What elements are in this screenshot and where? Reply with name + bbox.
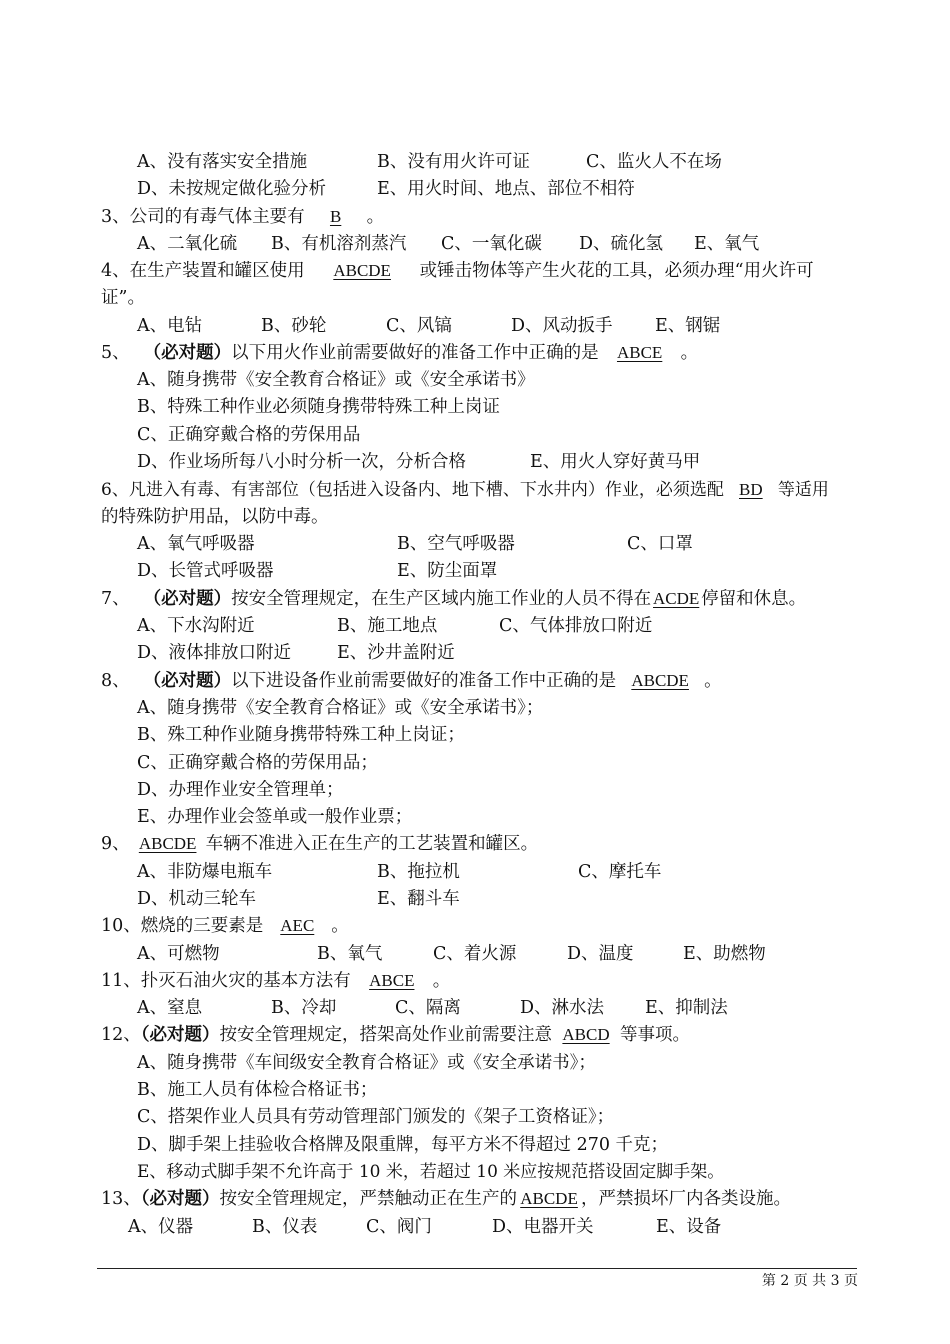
q3-option-a: A、二氧化硫 [137, 234, 238, 254]
footer-divider [97, 1268, 857, 1269]
q7-must-correct-tag: （必对题） [143, 589, 232, 609]
q5-option-c: C、正确穿戴合格的劳保用品 [137, 425, 361, 445]
q2-option-e: E、用火时间、地点、部位不相符 [377, 179, 635, 199]
q9-option-a: A、非防爆电瓶车 [137, 862, 273, 882]
q5-stem-pre: 以下用火作业前需要做好的准备工作中正确的是 [231, 343, 599, 363]
q4-options [137, 314, 857, 338]
q11-stem-post: 。 [432, 971, 451, 991]
q10-option-a: A、可燃物 [137, 944, 220, 964]
q11-options [137, 996, 857, 1020]
q3-option-c: C、一氧化碳 [441, 234, 542, 254]
q7-option-d: D、液体排放口附近 [137, 643, 292, 663]
q9-stem-post: 车辆不准进入正在生产的工艺装置和罐区。 [205, 834, 539, 854]
q8-answer: ABCDE [631, 671, 689, 690]
q8-option-d: D、办理作业安全管理单； [137, 780, 344, 800]
q9-option-e: E、翻斗车 [377, 889, 460, 909]
q11-option-a: A、窒息 [137, 998, 203, 1018]
q7-stem-pre: 按安全管理规定，在生产区域内施工作业的人员不得在 [231, 589, 652, 609]
q7-stem-post: 停留和休息。 [701, 589, 807, 609]
q7-answer: ACDE [653, 589, 700, 608]
q7-number: 7、 [101, 589, 130, 609]
q12-option-d: D、脚手架上挂验收合格牌及限重牌，每平方米不得超过 270 千克； [137, 1135, 669, 1155]
q4-stem [101, 259, 814, 283]
q9-option-d: D、机动三轮车 [137, 889, 257, 909]
q4-stem-post: 或锤击物体等产生火花的工具，必须办理“用火许可 [419, 261, 814, 281]
q10-option-c: C、着火源 [433, 944, 517, 964]
q7-stem [101, 587, 806, 611]
q12-option-c: C、搭架作业人员具有劳动管理部门颁发的《架子工资格证》； [137, 1107, 615, 1127]
q6-options-row-1 [137, 532, 857, 556]
q13-option-e: E、设备 [656, 1217, 722, 1237]
q2-options-row-2 [137, 177, 857, 201]
q5-stem-post: 。 [680, 343, 699, 363]
q7-option-c: C、气体排放口附近 [499, 616, 653, 636]
q4-option-b: B、砂轮 [261, 316, 327, 336]
q10-stem-post: 。 [331, 916, 349, 936]
q4-option-e: E、钢锯 [655, 316, 721, 336]
q12-option-e: E、移动式脚手架不允许高于 10 米，若超过 10 米应按规范搭设固定脚手架。 [137, 1162, 725, 1182]
q5-must-correct-tag: （必对题） [143, 343, 232, 363]
q3-options [137, 232, 857, 256]
q12-stem [101, 1023, 690, 1047]
q3-answer: B [329, 207, 342, 226]
q11-answer: ABCE [369, 971, 415, 990]
q8-option-b: B、殊工种作业随身携带特殊工种上岗证； [137, 725, 465, 745]
q13-option-a: A、仪器 [128, 1217, 194, 1237]
q3-stem [101, 205, 384, 229]
q13-option-c: C、阀门 [366, 1217, 432, 1237]
q2-option-c: C、监火人不在场 [586, 152, 722, 172]
q13-option-d: D、电器开关 [492, 1217, 594, 1237]
q6-option-a: A、氧气呼吸器 [137, 534, 255, 554]
q10-stem [101, 914, 349, 938]
q9-option-b: B、拖拉机 [377, 862, 460, 882]
q9-options-row-1 [137, 860, 857, 884]
q11-option-c: C、隔离 [395, 998, 461, 1018]
q9-option-c: C、摩托车 [578, 862, 662, 882]
q8-number: 8、 [101, 671, 130, 691]
q11-option-e: E、抑制法 [645, 998, 728, 1018]
q13-stem [101, 1187, 791, 1211]
q7-options-row-2 [137, 641, 857, 665]
q5-option-d: D、作业场所每八小时分析一次，分析合格 [137, 452, 467, 472]
q12-number: 12、 [101, 1025, 141, 1045]
q3-option-e: E、氧气 [694, 234, 760, 254]
q9-answer: ABCDE [138, 834, 197, 853]
q10-option-d: D、温度 [567, 944, 634, 964]
q8-stem-pre: 以下进设备作业前需要做好的准备工作中正确的是 [231, 671, 617, 691]
q5-number: 5、 [101, 343, 130, 363]
q11-option-d: D、淋水法 [520, 998, 605, 1018]
q11-option-b: B、冷却 [271, 998, 337, 1018]
q13-must-correct-tag: （必对题） [140, 1189, 220, 1209]
q10-options [137, 942, 857, 966]
q8-stem-post: 。 [704, 671, 722, 691]
q2-option-a: A、没有落实安全措施 [137, 152, 308, 172]
q3-stem-post: 。 [366, 207, 385, 227]
q7-option-a: A、下水沟附近 [137, 616, 255, 636]
q4-option-a: A、电钻 [137, 316, 203, 336]
q2-option-b: B、没有用火许可证 [377, 152, 530, 172]
q12-stem-post: 等事项。 [620, 1025, 691, 1045]
page-number: 第 2 页 共 3 页 [761, 1273, 858, 1289]
q10-answer: AEC [280, 916, 315, 935]
q13-stem-post: ，严禁损坏厂内各类设施。 [581, 1189, 792, 1209]
q13-options [128, 1215, 848, 1239]
q8-must-correct-tag: （必对题） [143, 671, 232, 691]
q4-answer: ABCDE [333, 261, 391, 280]
q8-option-e: E、办理作业会签单或一般作业票； [137, 807, 413, 827]
q9-stem [101, 832, 538, 856]
q6-stem-post: 等适用 [777, 480, 829, 500]
q8-option-c: C、正确穿戴合格的劳保用品； [137, 753, 378, 773]
q5-options-row-de [137, 450, 857, 474]
q3-option-d: D、硫化氢 [579, 234, 664, 254]
q13-answer: ABCDE [520, 1189, 578, 1208]
q11-stem-pre: 11、扑灭石油火灾的基本方法有 [101, 971, 351, 991]
q12-option-b: B、施工人员有体检合格证书； [137, 1080, 378, 1100]
q6-stem [101, 478, 829, 502]
q3-stem-pre: 3、公司的有毒气体主要有 [101, 207, 305, 227]
q9-number: 9、 [101, 834, 130, 854]
q5-option-b: B、特殊工种作业必须随身携带特殊工种上岗证 [137, 397, 500, 417]
q12-stem-pre: 按安全管理规定，搭架高处作业前需要注意 [219, 1025, 553, 1045]
q5-stem [101, 341, 698, 365]
q6-option-e: E、防尘面罩 [397, 561, 498, 581]
q4-stem-pre: 4、在生产装置和罐区使用 [101, 261, 305, 281]
q5-answer: ABCE [616, 343, 663, 362]
q6-options-row-2 [137, 559, 857, 583]
q6-stem-pre: 6、凡进入有毒、有害部位（包括进入设备内、地下槽、下水井内）作业，必须选配 [101, 480, 724, 500]
q7-option-b: B、施工地点 [337, 616, 438, 636]
q13-option-b: B、仪表 [252, 1217, 318, 1237]
q8-option-a: A、随身携带《安全教育合格证》或《安全承诺书》； [137, 698, 544, 718]
q9-options-row-2 [137, 887, 857, 911]
q4-option-c: C、风镐 [386, 316, 452, 336]
q4-stem-continued: 证”。 [101, 288, 145, 308]
q13-number: 13、 [101, 1189, 141, 1209]
q5-option-e: E、用火人穿好黄马甲 [530, 452, 701, 472]
q12-must-correct-tag: （必对题） [140, 1025, 220, 1045]
q12-option-a: A、随身携带《车间级安全教育合格证》或《安全承诺书》； [137, 1053, 596, 1073]
q7-option-e: E、沙井盖附近 [337, 643, 455, 663]
q7-options-row-1 [137, 614, 857, 638]
q6-stem-continued: 的特殊防护用品，以防中毒。 [101, 507, 329, 527]
q12-answer: ABCD [562, 1025, 610, 1044]
q4-option-d: D、风动扳手 [511, 316, 613, 336]
q10-option-e: E、助燃物 [683, 944, 766, 964]
q13-stem-pre: 按安全管理规定，严禁触动正在生产的 [219, 1189, 518, 1209]
q8-stem [101, 669, 722, 693]
q6-answer: BD [739, 480, 763, 499]
q2-option-d: D、未按规定做化验分析 [137, 179, 327, 199]
q2-options-row-1 [137, 150, 857, 174]
q10-option-b: B、氧气 [317, 944, 383, 964]
q10-stem-pre: 10、燃烧的三要素是 [101, 916, 264, 936]
q6-option-c: C、口罩 [627, 534, 693, 554]
q6-option-b: B、空气呼吸器 [397, 534, 515, 554]
q5-option-a: A、随身携带《安全教育合格证》或《安全承诺书》 [137, 370, 535, 390]
q6-option-d: D、长管式呼吸器 [137, 561, 274, 581]
q3-option-b: B、有机溶剂蒸汽 [271, 234, 407, 254]
q11-stem [101, 969, 450, 993]
